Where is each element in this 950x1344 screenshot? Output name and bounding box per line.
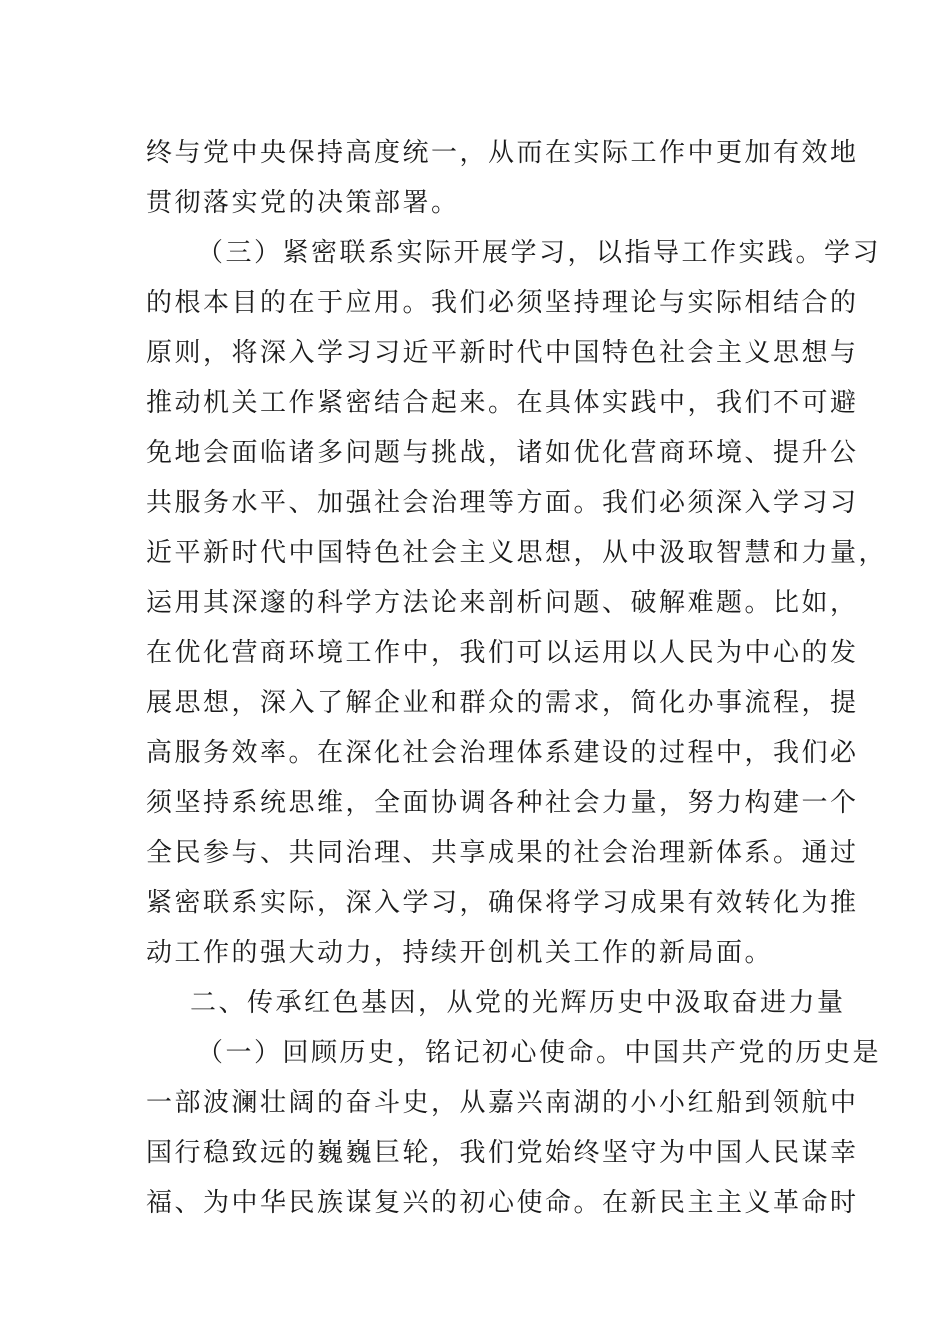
text-line: 动工作的强大动力，持续开创机关工作的新局面。 xyxy=(146,938,774,968)
text-line: 紧密联系实际，深入学习，确保将学习成果有效转化为推 xyxy=(146,888,859,918)
text-line: 展思想，深入了解企业和群众的需求，简化办事流程，提 xyxy=(146,688,859,718)
text-line: 福、为中华民族谋复兴的初心使命。在新民主主义革命时 xyxy=(146,1188,859,1218)
text-line: 贯彻落实党的决策部署。 xyxy=(146,188,460,218)
text-line: 近平新时代中国特色社会主义思想，从中汲取智慧和力量， xyxy=(146,538,888,568)
text-line: 的根本目的在于应用。我们必须坚持理论与实际相结合的 xyxy=(146,288,859,318)
text-line: 国行稳致远的巍巍巨轮，我们党始终坚守为中国人民谋幸 xyxy=(146,1138,859,1168)
text-line: 高服务效率。在深化社会治理体系建设的过程中，我们必 xyxy=(146,738,859,768)
text-line: 在优化营商环境工作中，我们可以运用以人民为中心的发 xyxy=(146,638,859,668)
subsection-1-heading-line: （一）回顾历史，铭记初心使命。中国共产党的历史是 xyxy=(197,1038,882,1068)
section-2-heading: 二、传承红色基因，从党的光辉历史中汲取奋进力量 xyxy=(190,988,846,1018)
text-line: 推动机关工作紧密结合起来。在具体实践中，我们不可避 xyxy=(146,388,859,418)
text-line: 免地会面临诸多问题与挑战，诸如优化营商环境、提升公 xyxy=(146,438,859,468)
text-line: 终与党中央保持高度统一，从而在实际工作中更加有效地 xyxy=(146,138,859,168)
text-line: 原则，将深入学习习近平新时代中国特色社会主义思想与 xyxy=(146,338,859,368)
text-line: 共服务水平、加强社会治理等方面。我们必须深入学习习 xyxy=(146,488,859,518)
text-line: 一部波澜壮阔的奋斗史，从嘉兴南湖的小小红船到领航中 xyxy=(146,1088,859,1118)
text-line: 须坚持系统思维，全面协调各种社会力量，努力构建一个 xyxy=(146,788,859,818)
section-3-heading-line: （三）紧密联系实际开展学习，以指导工作实践。学习 xyxy=(197,238,882,268)
text-line: 运用其深邃的科学方法论来剖析问题、破解难题。比如， xyxy=(146,588,859,618)
text-line: 全民参与、共同治理、共享成果的社会治理新体系。通过 xyxy=(146,838,859,868)
